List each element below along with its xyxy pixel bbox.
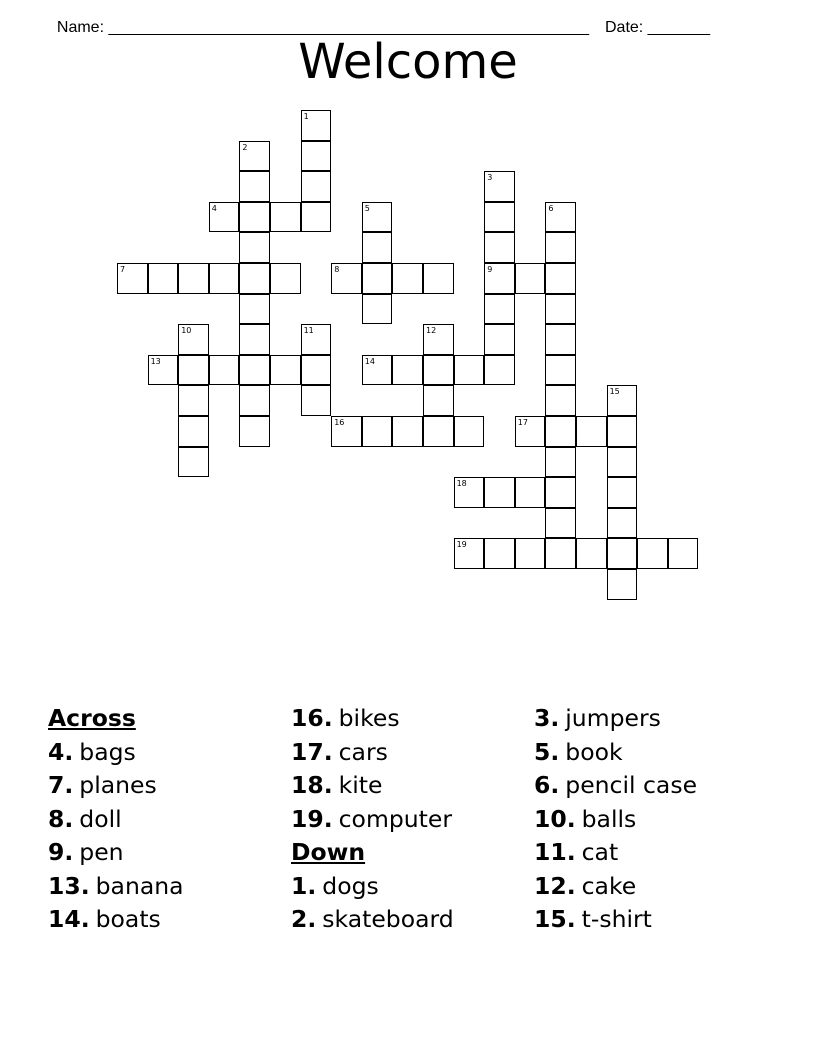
grid-cell[interactable] bbox=[545, 202, 576, 233]
grid-cell[interactable] bbox=[301, 202, 332, 233]
cell-number: 4 bbox=[211, 203, 217, 213]
clue-across: 8. doll bbox=[48, 804, 122, 833]
cell-number: 14 bbox=[364, 356, 375, 366]
grid-cell[interactable] bbox=[545, 477, 576, 508]
grid-cell[interactable] bbox=[545, 385, 576, 416]
across-heading: Across bbox=[48, 704, 136, 732]
grid-cell[interactable] bbox=[484, 232, 515, 263]
grid-cell[interactable] bbox=[239, 202, 270, 233]
grid-cell[interactable] bbox=[239, 294, 270, 325]
grid-cell[interactable] bbox=[148, 355, 179, 386]
grid-cell[interactable] bbox=[239, 324, 270, 355]
grid-cell[interactable] bbox=[545, 538, 576, 569]
grid-cell[interactable] bbox=[117, 263, 148, 294]
grid-cell[interactable] bbox=[515, 538, 546, 569]
cell-number: 10 bbox=[181, 326, 192, 336]
grid-cell[interactable] bbox=[239, 416, 270, 447]
grid-cell[interactable] bbox=[515, 477, 546, 508]
cell-number: 16 bbox=[334, 418, 345, 427]
grid-cell[interactable] bbox=[362, 263, 393, 294]
clue-across: 17. cars bbox=[291, 737, 388, 766]
grid-cell[interactable] bbox=[178, 385, 209, 416]
grid-cell[interactable] bbox=[545, 355, 576, 386]
name-field-label: Name: ______________________________________________________ bbox=[56, 19, 589, 36]
grid-cell[interactable] bbox=[545, 508, 576, 539]
grid-cell[interactable] bbox=[331, 416, 362, 447]
grid-cell[interactable] bbox=[515, 416, 546, 447]
grid-cell[interactable] bbox=[607, 416, 638, 447]
cell-number: 17 bbox=[517, 418, 528, 427]
grid-cell[interactable] bbox=[178, 416, 209, 447]
clue-column-1 bbox=[48, 702, 288, 937]
grid-cell[interactable] bbox=[270, 202, 301, 233]
grid-cell[interactable] bbox=[607, 569, 638, 600]
grid-cell[interactable] bbox=[178, 447, 209, 478]
grid-cell[interactable] bbox=[545, 294, 576, 325]
grid-cell[interactable] bbox=[148, 263, 179, 294]
clue-across: 9. pen bbox=[48, 838, 124, 866]
grid-cell[interactable] bbox=[362, 416, 393, 447]
grid-cell[interactable] bbox=[545, 232, 576, 263]
grid-cell[interactable] bbox=[454, 355, 485, 386]
grid-cell[interactable] bbox=[270, 263, 301, 294]
clue-across: 7. planes bbox=[48, 771, 157, 799]
clue-down: 2. skateboard bbox=[291, 905, 454, 933]
grid-cell[interactable] bbox=[362, 294, 393, 325]
grid-cell[interactable] bbox=[423, 416, 454, 447]
clue-down: 11. cat bbox=[534, 838, 619, 866]
cell-number: 8 bbox=[334, 265, 340, 274]
grid-cell[interactable] bbox=[301, 355, 332, 386]
grid-cell[interactable] bbox=[301, 141, 332, 172]
cell-number: 12 bbox=[426, 326, 437, 336]
clue-across: 18. kite bbox=[291, 771, 383, 799]
grid-cell[interactable] bbox=[239, 385, 270, 416]
grid-cell[interactable] bbox=[576, 416, 607, 447]
grid-cell[interactable] bbox=[239, 232, 270, 263]
clue-across: 14. boats bbox=[48, 905, 161, 933]
grid-cell[interactable] bbox=[239, 355, 270, 386]
grid-cell[interactable] bbox=[362, 232, 393, 263]
cell-number: 19 bbox=[456, 540, 467, 550]
clue-down: 10. balls bbox=[534, 804, 637, 833]
clue-down: 15. t-shirt bbox=[534, 905, 652, 933]
cell-number: 13 bbox=[150, 356, 161, 366]
clue-down: 3. jumpers bbox=[534, 704, 661, 732]
grid-cell[interactable] bbox=[484, 294, 515, 325]
grid-cell[interactable] bbox=[545, 324, 576, 355]
grid-cell[interactable] bbox=[423, 355, 454, 386]
grid-cell[interactable] bbox=[270, 355, 301, 386]
clue-across: 4. bags bbox=[48, 737, 136, 766]
grid-cell[interactable] bbox=[423, 324, 454, 355]
cell-number: 11 bbox=[303, 326, 314, 336]
grid-cell[interactable] bbox=[484, 538, 515, 569]
clue-down: 12. cake bbox=[534, 871, 637, 900]
clue-column-2 bbox=[291, 702, 531, 937]
grid-cell[interactable] bbox=[545, 263, 576, 294]
clue-down: 5. book bbox=[534, 737, 623, 766]
grid-cell[interactable] bbox=[484, 324, 515, 355]
cell-number: 5 bbox=[364, 203, 370, 213]
cell-number: 18 bbox=[456, 479, 467, 489]
grid-cell[interactable] bbox=[545, 416, 576, 447]
grid-cell[interactable] bbox=[607, 538, 638, 569]
grid-cell[interactable] bbox=[607, 385, 638, 416]
grid-cell[interactable] bbox=[515, 263, 546, 294]
grid-cell[interactable] bbox=[362, 355, 393, 386]
grid-cell[interactable] bbox=[209, 355, 240, 386]
grid-cell[interactable] bbox=[178, 324, 209, 355]
grid-cell[interactable] bbox=[423, 263, 454, 294]
date-field-label: Date: _______ bbox=[604, 19, 710, 36]
grid-cell[interactable] bbox=[301, 324, 332, 355]
cell-number: 1 bbox=[303, 112, 309, 121]
cell-number: 3 bbox=[487, 173, 493, 183]
grid-cell[interactable] bbox=[301, 171, 332, 202]
clue-across: 19. computer bbox=[291, 804, 452, 833]
grid-cell[interactable] bbox=[392, 263, 423, 294]
puzzle-title: Welcome bbox=[298, 34, 518, 90]
grid-cell[interactable] bbox=[484, 263, 515, 294]
grid-cell[interactable] bbox=[362, 202, 393, 233]
clue-down: 1. dogs bbox=[291, 871, 379, 900]
grid-cell[interactable] bbox=[392, 416, 423, 447]
grid-cell[interactable] bbox=[239, 141, 270, 172]
grid-cell[interactable] bbox=[607, 508, 638, 539]
grid-cell[interactable] bbox=[239, 171, 270, 202]
clue-across: 16. bikes bbox=[291, 704, 400, 732]
grid-cell[interactable] bbox=[178, 355, 209, 386]
cell-number: 7 bbox=[120, 265, 126, 274]
grid-cell[interactable] bbox=[454, 538, 485, 569]
grid-cell[interactable] bbox=[545, 447, 576, 478]
grid-cell[interactable] bbox=[484, 202, 515, 233]
grid-cell[interactable] bbox=[178, 263, 209, 294]
cell-number: 9 bbox=[487, 265, 493, 274]
cell-number: 15 bbox=[609, 387, 620, 397]
clue-across: 13. banana bbox=[48, 871, 184, 900]
grid-cell[interactable] bbox=[607, 447, 638, 478]
grid-cell[interactable] bbox=[576, 538, 607, 569]
grid-cell[interactable] bbox=[301, 110, 332, 141]
down-heading: Down bbox=[291, 838, 366, 866]
grid-cell[interactable] bbox=[209, 263, 240, 294]
grid-cell[interactable] bbox=[301, 385, 332, 416]
grid-cell[interactable] bbox=[484, 171, 515, 202]
clue-column-3 bbox=[534, 702, 774, 937]
grid-cell[interactable] bbox=[454, 416, 485, 447]
grid-cell[interactable] bbox=[239, 263, 270, 294]
grid-cell[interactable] bbox=[637, 538, 668, 569]
cell-number: 6 bbox=[548, 203, 554, 213]
grid-cell[interactable] bbox=[423, 385, 454, 416]
grid-cell[interactable] bbox=[607, 477, 638, 508]
cell-number: 2 bbox=[242, 142, 248, 152]
grid-cell[interactable] bbox=[209, 202, 240, 233]
grid-cell[interactable] bbox=[331, 263, 362, 294]
grid-cell[interactable] bbox=[454, 477, 485, 508]
grid-cell[interactable] bbox=[484, 355, 515, 386]
grid-cell[interactable] bbox=[668, 538, 699, 569]
grid-cell[interactable] bbox=[484, 477, 515, 508]
clue-down: 6. pencil case bbox=[534, 771, 698, 799]
grid-cell[interactable] bbox=[392, 355, 423, 386]
